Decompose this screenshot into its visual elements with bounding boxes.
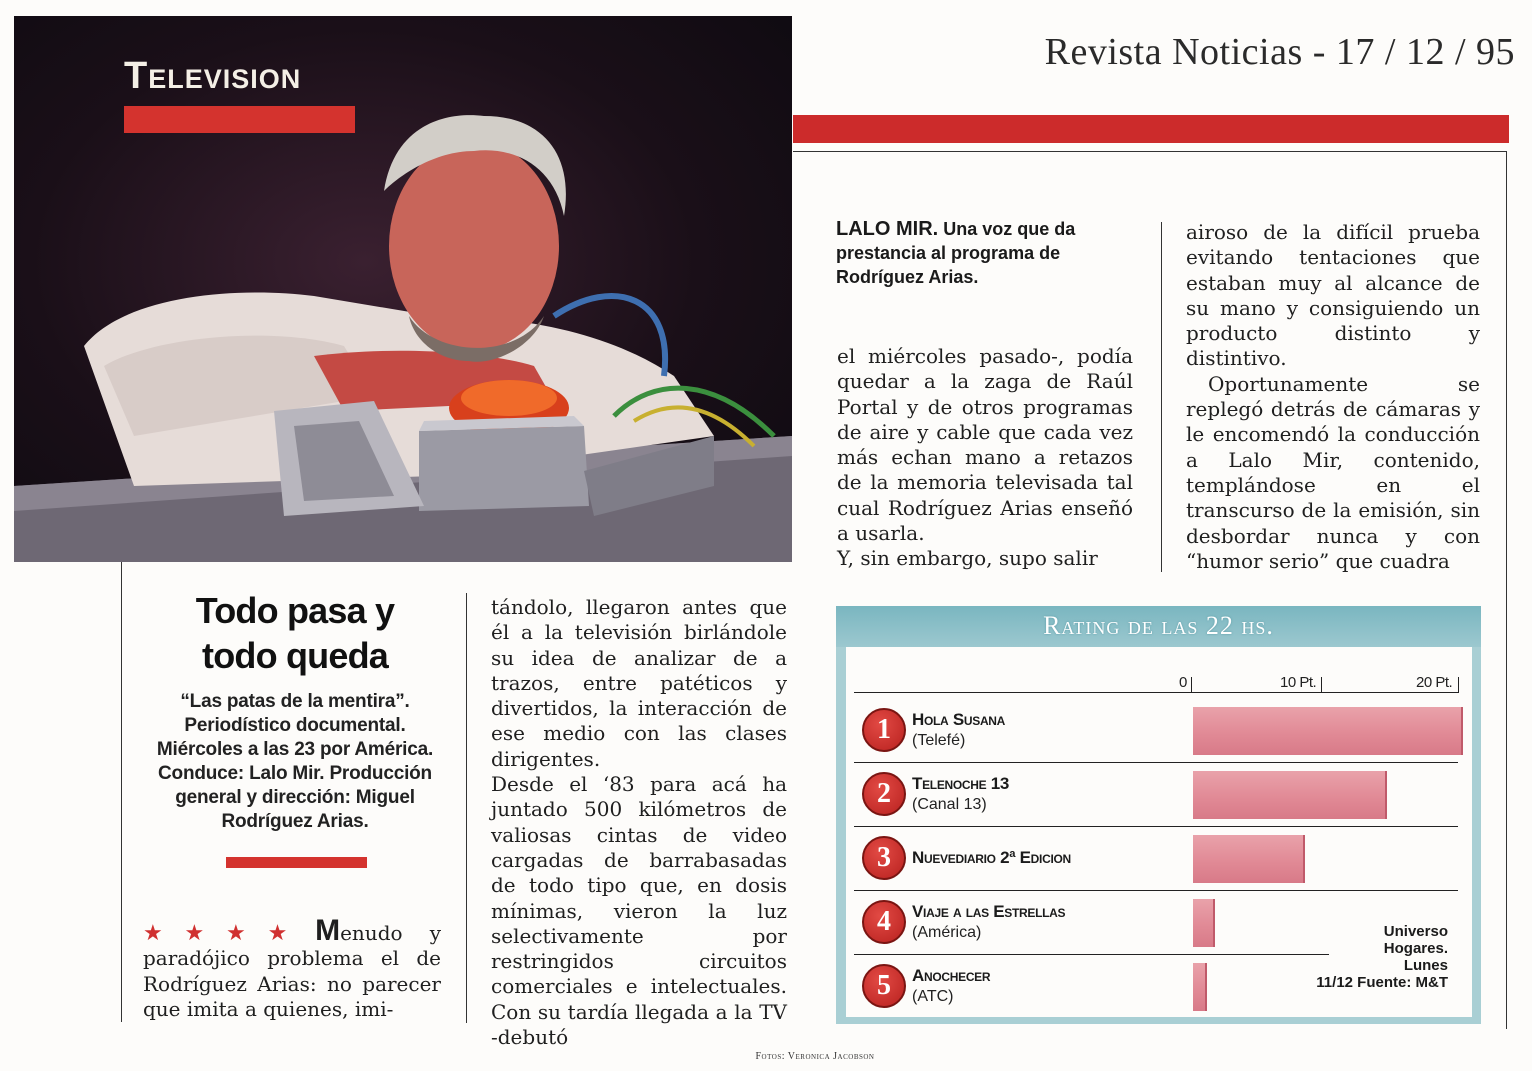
rating-bar — [1193, 963, 1207, 1011]
row-divider — [854, 762, 1458, 763]
column-rule — [1161, 222, 1162, 572]
ratings-chart — [836, 606, 1481, 1024]
right-frame-rule — [1506, 151, 1507, 1029]
program-info-line: Conduce: Lalo Mir. Producción — [158, 763, 432, 784]
axis-tick-label: 10 Pt. — [1280, 674, 1317, 691]
program-info-line: “Las patas de la mentira”. — [180, 691, 410, 712]
rating-row — [846, 764, 1472, 828]
masthead: Revista Noticias - 17 / 12 / 95 — [1044, 31, 1515, 73]
red-divider — [226, 857, 367, 868]
header-rule — [793, 151, 1507, 152]
caption-text: Una voz que da prestancia al programa de Rodríguez Arias. — [836, 219, 1076, 287]
body-paragraph: Y, sin embargo, supo salir — [837, 546, 1098, 571]
rating-bar — [1193, 707, 1463, 755]
body-column-2 — [491, 595, 787, 1050]
photo-credit: Fotos: Veronica Jacobson — [755, 1051, 875, 1062]
show-name: Anochecer — [912, 966, 991, 985]
source-note-line: Hogares. — [1383, 940, 1448, 957]
column-rule — [466, 593, 467, 1023]
caption-name: LALO MIR. — [836, 218, 939, 240]
axis-tick-label: 0 — [1179, 674, 1187, 691]
body-text: enudo y paradójico problema el de Rodríguez Arias: no parecer que imita a quienes, imi- — [143, 921, 441, 1021]
rating-bar — [1193, 835, 1305, 883]
body-paragraph: Oportunamente se replegó detrás de cámaras y le encomendó la conducción a Lalo Mir, contenido, templándose en el transcurso de la emisión, sin desbordar nunca y con “humor serio” que cuadra — [1186, 371, 1480, 573]
rating-row — [846, 700, 1472, 764]
headline-line: Todo pasa y — [195, 590, 395, 631]
show-channel: (ATC) — [912, 988, 954, 1005]
headline — [150, 588, 440, 678]
body-column-3 — [837, 344, 1133, 572]
axis-tick-mark — [1191, 677, 1192, 693]
program-info-line: Rodríguez Arias. — [221, 811, 369, 832]
program-info-line: Periodístico documental. — [184, 715, 406, 736]
rating-bar — [1193, 771, 1387, 819]
rank-badge: 5 — [862, 964, 906, 1008]
source-note-line: Lunes — [1403, 957, 1448, 974]
drop-cap: M — [315, 914, 341, 947]
show-channel: (América) — [912, 924, 982, 941]
header-red-bar — [793, 115, 1509, 143]
show-name: Viaje a las Estrellas — [912, 902, 1066, 921]
axis-tick-label: 20 Pt. — [1416, 674, 1453, 691]
axis-tick-mark — [1458, 677, 1459, 693]
show-channel: (Telefé) — [912, 732, 966, 749]
section-label-bar — [124, 106, 355, 133]
show-channel: (Canal 13) — [912, 796, 987, 813]
source-note-line: Universo — [1383, 923, 1448, 940]
rating-row — [846, 828, 1472, 892]
show-name: Nuevediario 2ª Edicion — [912, 848, 1071, 867]
row-divider — [854, 954, 1329, 955]
axis-line — [854, 692, 1458, 693]
chart-source-note — [1296, 923, 1448, 991]
body-paragraph: el miércoles pasado-, podía quedar a la zaga de Raúl Portal y de otros programas de aire y cable que cada vez más echan mano a retazos de la memoria televisada tal cual Rodríguez Arias enseñó a usarla. — [837, 344, 1133, 546]
rank-badge: 4 — [862, 900, 906, 944]
program-info-line: general y dirección: Miguel — [175, 787, 415, 808]
show-name: Telenoche 13 — [912, 774, 1010, 793]
body-paragraph: Desde el ‘83 para acá ha juntado 500 kilómetros de valiosas cintas de video cargadas de barrabasadas de todo tipo que, en dosis mínimas, vieron la luz selectivamente por restringidos circuitos comerciales e intelectuales. Con su tardía llegada a la TV -debutó — [491, 772, 787, 1050]
body-paragraph: airoso de la difícil prueba evitando tentaciones que estaban muy al alcance de su mano y consiguiendo un producto distinto y distintivo. — [1186, 220, 1480, 371]
row-divider — [854, 890, 1458, 891]
body-column-1 — [143, 914, 441, 1022]
source-note-line: 11/12 Fuente: M&T — [1316, 974, 1448, 991]
body-column-4 — [1186, 220, 1480, 574]
row-divider — [854, 826, 1458, 827]
rank-badge: 3 — [862, 836, 906, 880]
program-info — [140, 690, 450, 834]
photo-caption — [836, 217, 1136, 289]
rating-stars: ★★★★ — [143, 921, 310, 946]
chart-title: Rating de las 22 hs. — [1043, 611, 1274, 640]
headline-line: todo queda — [202, 635, 388, 676]
body-paragraph: tándolo, llegaron antes que él a la televisión birlándole su idea de analizar de a trazos, entre patéticos y divertidos, la interacción de ese medio con las clases dirigentes. — [491, 595, 787, 771]
rank-badge: 1 — [862, 708, 906, 752]
ratings-plot-area — [846, 647, 1472, 1017]
axis-tick-mark — [1321, 677, 1322, 693]
rank-badge: 2 — [862, 772, 906, 816]
section-label: Television — [124, 55, 302, 97]
show-name: Hola Susana — [912, 710, 1006, 729]
program-info-line: Miércoles a las 23 por América. — [156, 739, 434, 760]
column-rule — [121, 562, 122, 1022]
rating-bar — [1193, 899, 1215, 947]
